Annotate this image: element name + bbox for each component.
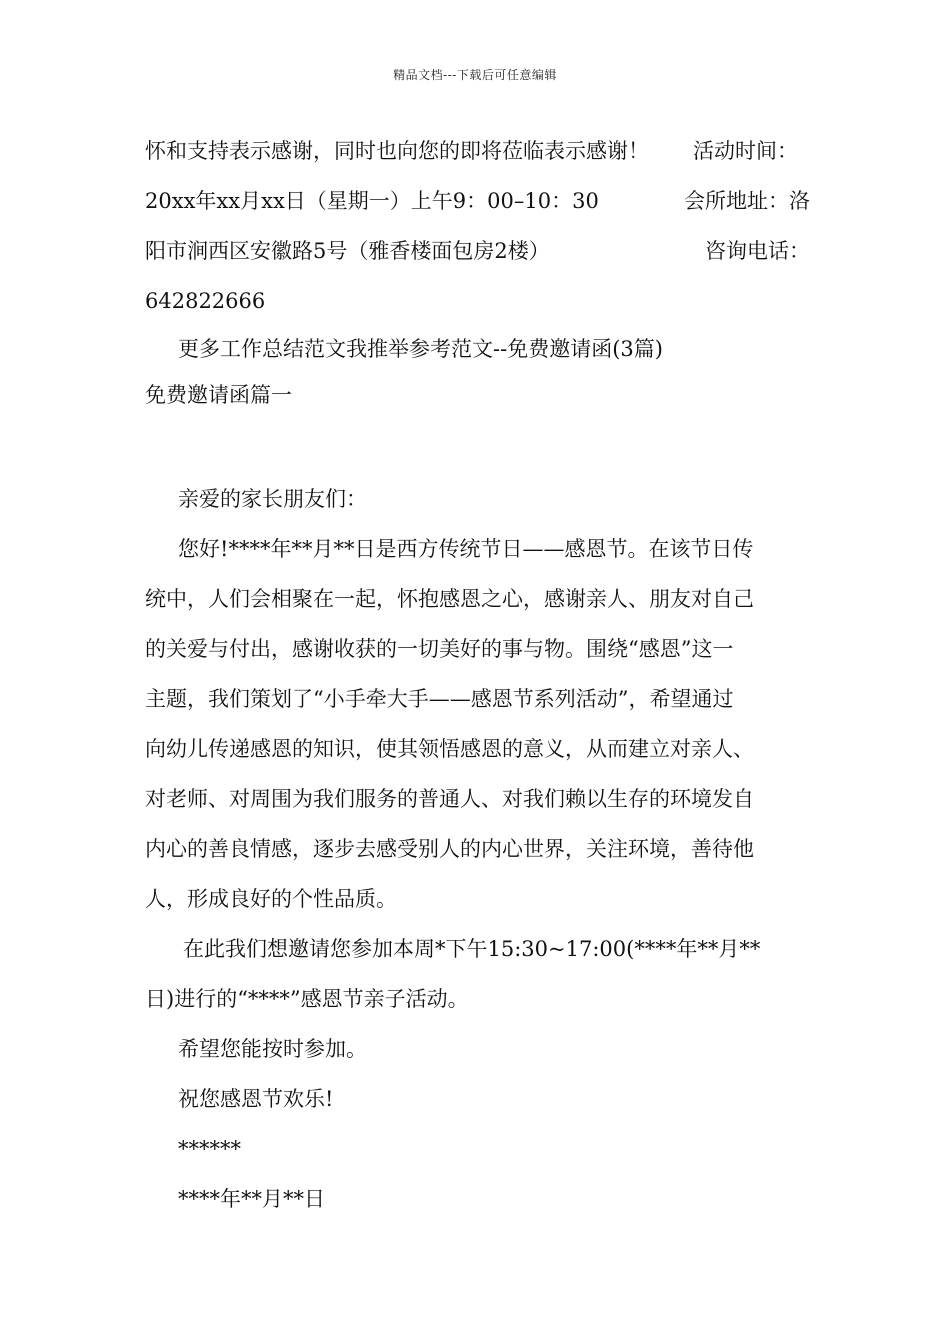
date: ****年**月**日 bbox=[178, 1187, 325, 1211]
page-header: 精品文档---下载后可任意编辑 bbox=[393, 68, 557, 82]
closing-wish: 祝您感恩节欢乐! bbox=[178, 1087, 334, 1111]
spacer bbox=[145, 418, 810, 474]
paragraph-2-line-4: 主题，我们策划了“小手牵大手——感恩节系列活动”，希望通过 bbox=[145, 687, 734, 711]
paragraph-2-line-7: 内心的善良情感，逐步去感受别人的内心世界，关注环境，善待他 bbox=[145, 837, 754, 861]
paragraph-3-line-2: 日)进行的“****”感恩节亲子活动。 bbox=[145, 987, 469, 1011]
text-span: 咨询电话： bbox=[705, 239, 810, 263]
more-articles-line: 更多工作总结范文我推举参考范文--免费邀请函(3篇) bbox=[178, 337, 663, 361]
paragraph-2-line-2: 统中，人们会相聚在一起，怀抱感恩之心，感谢亲人、朋友对自己 bbox=[145, 587, 754, 611]
text-span: 阳市涧西区安徽路5号（雅香楼面包房2楼） bbox=[145, 239, 550, 263]
section-title: 免费邀请函篇一 bbox=[145, 383, 292, 407]
paragraph-2-line-3: 的关爱与付出，感谢收获的一切美好的事与物。围绕“感恩”这一 bbox=[145, 637, 734, 661]
paragraph-1-line-2 bbox=[145, 176, 810, 226]
text-span: 活动时间： bbox=[693, 139, 798, 163]
paragraph-2-line-5: 向幼儿传递感恩的知识，使其领悟感恩的意义，从而建立对亲人、 bbox=[145, 737, 754, 761]
paragraph-1-line-1 bbox=[145, 126, 810, 176]
greeting: 亲爱的家长朋友们： bbox=[178, 487, 367, 511]
text-span: 20xx年xx月xx日（星期一）上午9：00–10：30 bbox=[145, 189, 599, 213]
paragraph-2-line-6: 对老师、对周围为我们服务的普通人、对我们赖以生存的环境发自 bbox=[145, 787, 754, 811]
text-span: 怀和支持表示感谢，同时也向您的即将莅临表示感谢！ bbox=[145, 139, 649, 163]
paragraph-1-line-3 bbox=[145, 226, 810, 276]
document-body bbox=[145, 126, 810, 1224]
paragraph-1-line-4: 642822666 bbox=[145, 289, 266, 313]
text-span: 会所地址：洛 bbox=[684, 189, 810, 213]
paragraph-2-line-8: 人，形成良好的个性品质。 bbox=[145, 887, 397, 911]
paragraph-2-line-1: 您好!****年**月**日是西方传统节日——感恩节。在该节日传 bbox=[178, 537, 754, 561]
signature: ****** bbox=[178, 1137, 241, 1161]
closing-hope: 希望您能按时参加。 bbox=[178, 1037, 367, 1061]
paragraph-3-line-1: 在此我们想邀请您参加本周*下午15:30~17:00(****年**月** bbox=[183, 937, 761, 961]
